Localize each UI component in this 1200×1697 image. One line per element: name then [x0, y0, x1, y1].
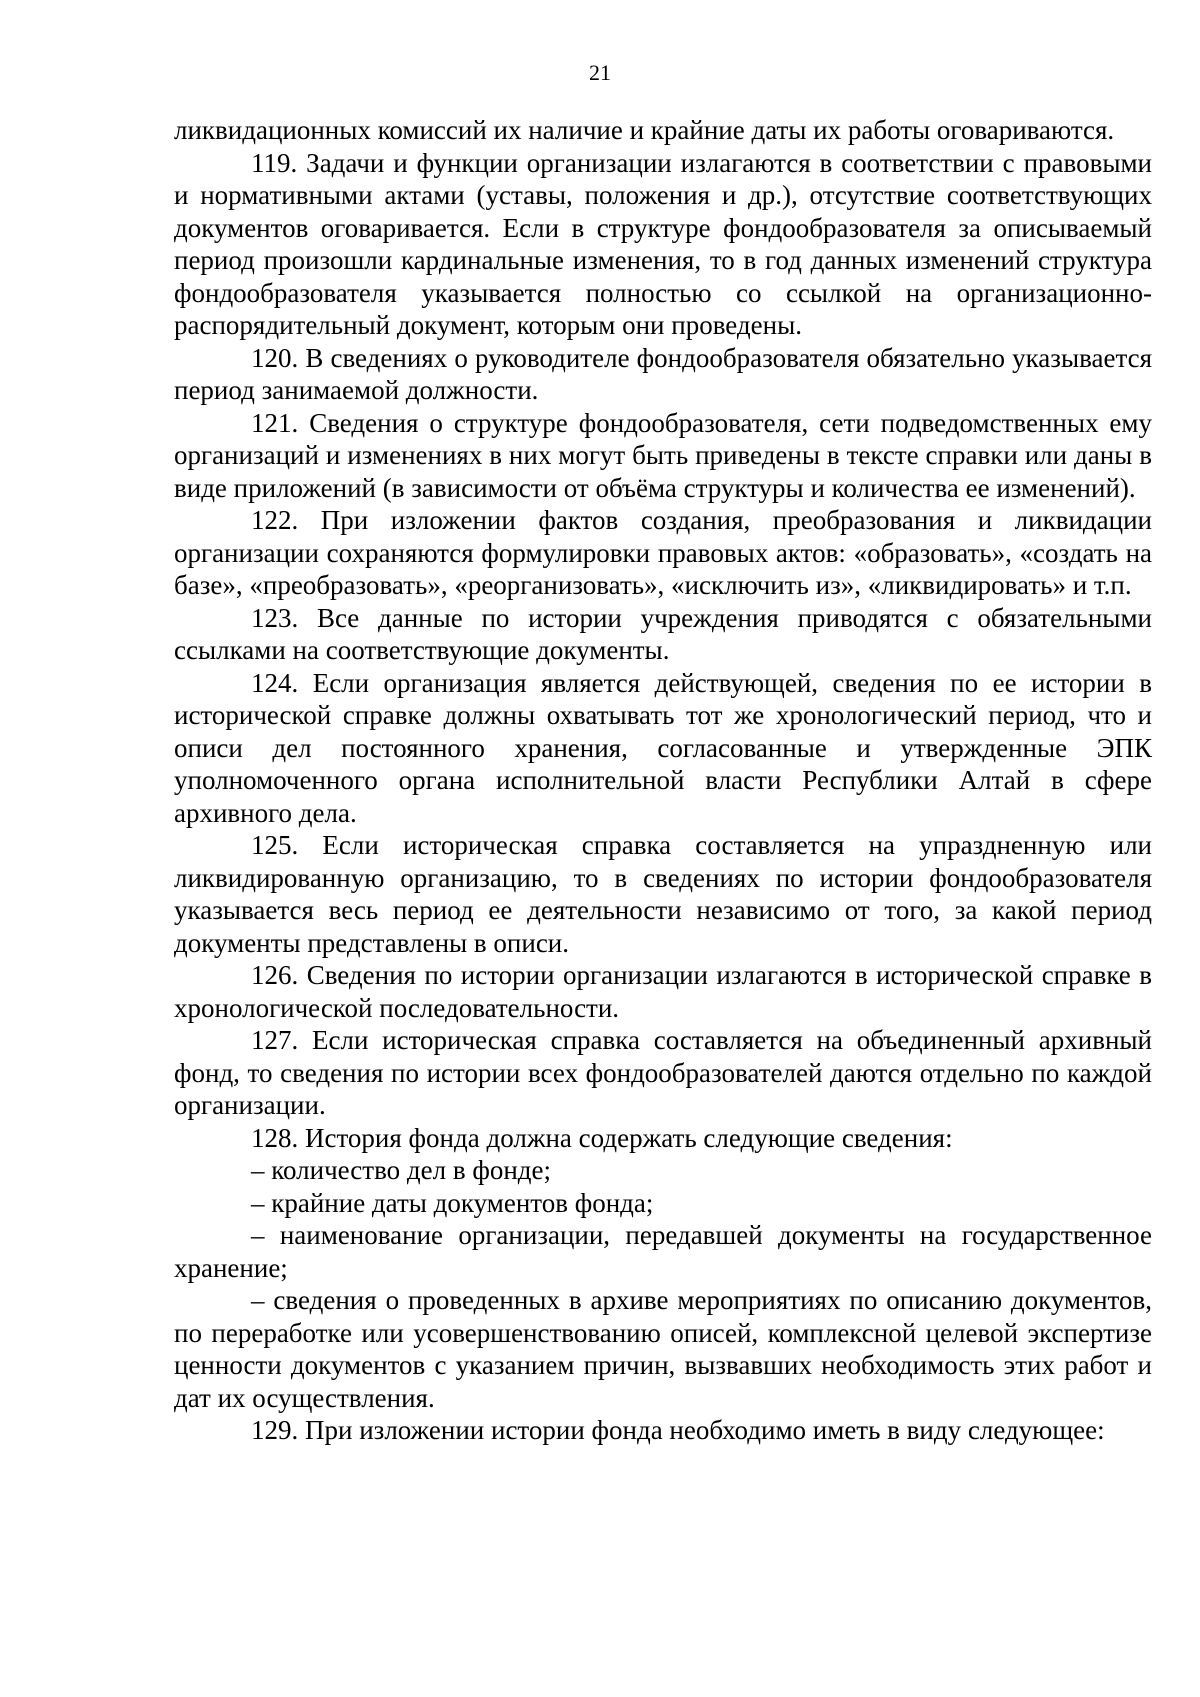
page-number: 21 — [589, 60, 611, 85]
paragraph-123: 123. Все данные по истории учреждения приводятся с обязательными ссылками на соответствующие документы. — [174, 602, 1152, 665]
paragraph-124: 124. Если организация является действующей, сведения по ее истории в исторической справке должны охватывать тот же хронологический период, что и описи дел постоянного хранения, согласованные и утвержденные ЭПК уполномоченного органа исполнительной власти Республики Алтай в сфере архивного дела. — [174, 667, 1152, 828]
list-item-transferring-organization: – наименование организации, передавшей документы на государственное хранение; — [174, 1220, 1152, 1283]
paragraph-118-continuation: ликвидационных комиссий их наличие и крайние даты их работы оговариваются. — [174, 115, 1115, 145]
list-item-case-count: – количество дел в фонде; — [251, 1155, 552, 1185]
list-item-archive-activities: – сведения о проведенных в архиве мероприятиях по описанию документов, по переработке или усовершенствованию описей, комплексной целевой экспертизе ценности документов с указанием причин, вызвавших необходимость этих работ и дат их осуществления. — [174, 1285, 1152, 1413]
paragraph-121: 121. Сведения о структуре фондообразователя, сети подведомственных ему организаций и изменениях в них могут быть приведены в тексте справки или даны в виде приложений (в зависимости от объёма структуры и количества ее изменений). — [174, 407, 1152, 503]
list-item-date-range: – крайние даты документов фонда; — [251, 1187, 654, 1218]
paragraph-122: 122. При изложении фактов создания, преобразования и ликвидации организации сохраняются формулировки правовых актов: «образовать», «создать на базе», «преобразовать», «реорганизовать», «исключить из», «ликвидировать» и т.п. — [174, 505, 1152, 600]
paragraph-129: 129. При изложении истории фонда необходимо иметь в виду следующее: — [251, 1415, 1105, 1445]
paragraph-126: 126. Сведения по истории организации излагаются в исторической справке в хронологической последовательности. — [174, 960, 1152, 1023]
document-body — [174, 114, 1152, 1447]
paragraph-125: 125. Если историческая справка составляется на упраздненную или ликвидированную организацию, то в сведениях по истории фондообразователя указывается весь период ее деятельности независимо от того, за какой период документы представлены в описи. — [174, 830, 1152, 958]
paragraph-128: 128. История фонда должна содержать следующие сведения: — [251, 1122, 953, 1153]
paragraph-119: 119. Задачи и функции организации излагаются в соответствии с правовыми и нормативными актами (уставы, положения и др.), отсутствие соответствующих документов оговаривается. Если в структуре фондообразователя за описываемый период произошли кардинальные изменения, то в год данных изменений структура фондообразователя указывается полностью со ссылкой на организационно-распорядительный документ, которым они проведены. — [174, 147, 1152, 340]
paragraph-120: 120. В сведениях о руководителе фондообразователя обязательно указывается период занимаемой должности. — [174, 342, 1152, 405]
paragraph-127: 127. Если историческая справка составляется на объединенный архивный фонд, то сведения по истории всех фондообразователей даются отдельно по каждой организации. — [174, 1025, 1152, 1120]
